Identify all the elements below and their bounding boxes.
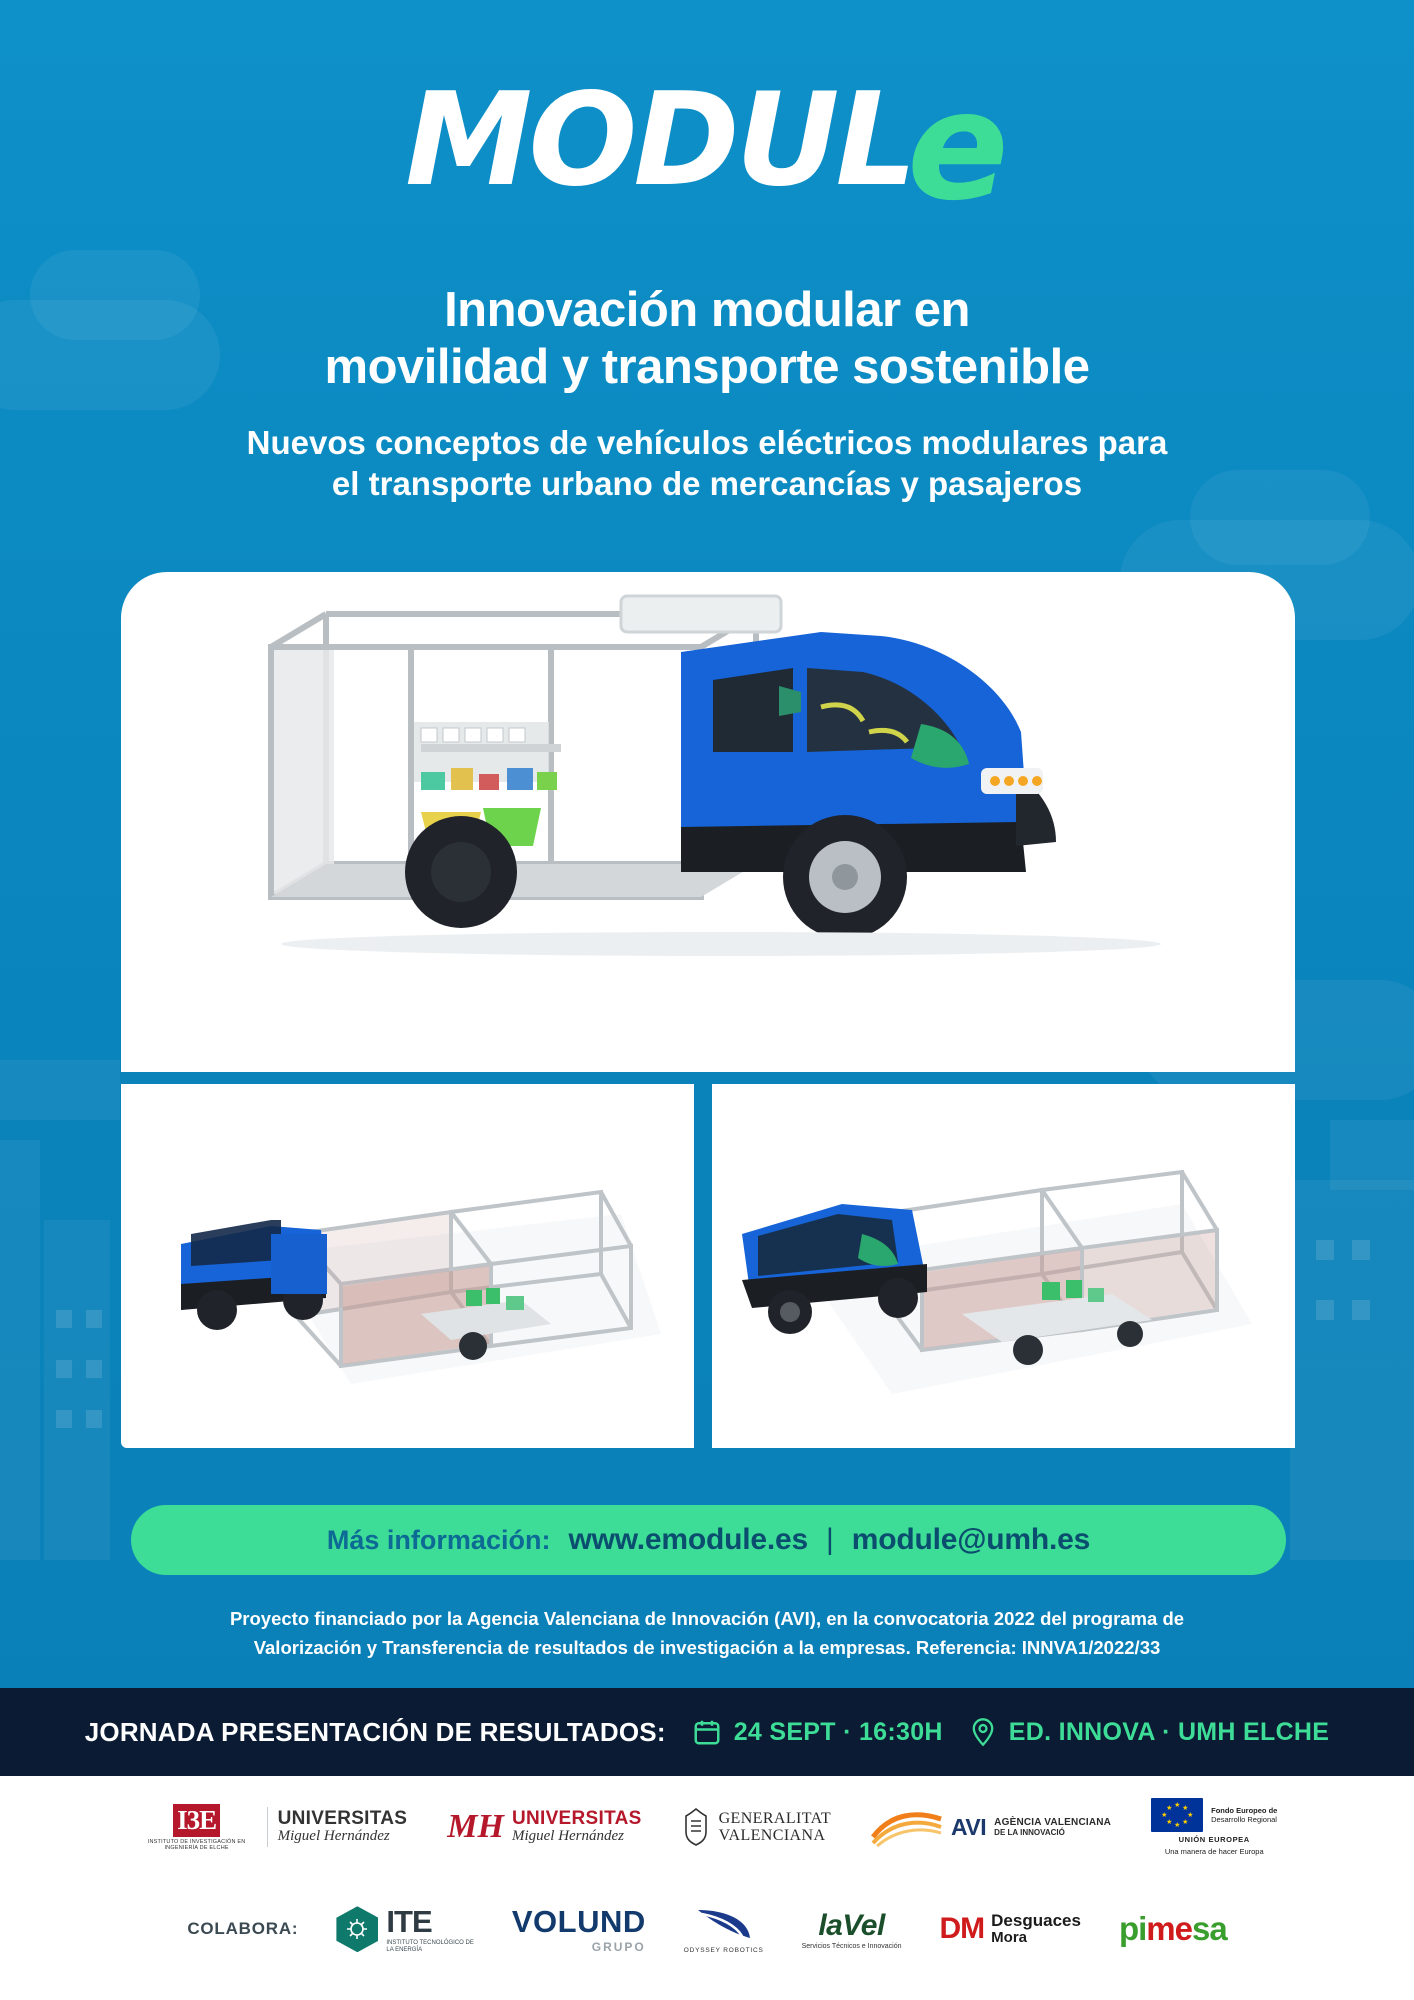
event-place: ED. INNOVA · UMH ELCHE [1008, 1717, 1330, 1746]
generalitat-crest-icon [682, 1807, 710, 1847]
page-title [0, 282, 1414, 396]
secondary-vehicle-image-right [712, 1084, 1295, 1448]
ite-name: ITE [386, 1904, 432, 1939]
logo-umh [447, 1808, 641, 1846]
volund-name: VOLUND [511, 1904, 646, 1940]
ite-hex-icon [336, 1906, 378, 1952]
logo-i3e-umh [137, 1804, 408, 1851]
logo-divider [267, 1807, 268, 1847]
subtitle-line-1: Nuevos conceptos de vehículos eléctricos modulares para [246, 424, 1168, 461]
logo-union-europea [1151, 1798, 1277, 1856]
secondary-vehicle-image-left [121, 1084, 694, 1448]
eu-caption: UNIÓN EUROPEA [1178, 1835, 1250, 1844]
page-subtitle [0, 422, 1414, 505]
odyssey-sub: ODYSSEY ROBOTICS [683, 1947, 764, 1955]
logo-desguaces-mora [940, 1912, 1081, 1946]
event-bar [0, 1688, 1414, 1776]
title-line-1: Innovación modular en [444, 283, 970, 337]
brand-logo-accent: e [907, 60, 1003, 234]
logo-pimesa [1119, 1910, 1227, 1948]
main-vehicle-image [121, 572, 1295, 1072]
sponsor-row-collaborators [0, 1904, 1414, 1954]
calendar-icon [692, 1717, 722, 1747]
lavel-sub: Servicios Técnicos e Innovación [801, 1942, 902, 1950]
colabora-label: COLABORA: [187, 1919, 299, 1939]
umh-monogram: MH [447, 1808, 504, 1845]
event-title: JORNADA PRESENTACIÓN DE RESULTADOS: [84, 1716, 666, 1747]
i3e-subtitle: INSTITUTO DE INVESTIGACIÓN EN INGENIERÍA DE ELCHE [147, 1838, 246, 1851]
brand-logo [0, 58, 1414, 234]
event-date: 24 SEPT · 16:30H [733, 1717, 943, 1746]
contact-label: Más información: [326, 1524, 551, 1555]
volund-sub: GRUPO [591, 1940, 646, 1955]
odyssey-wing-icon [692, 1904, 756, 1944]
logo-avi [871, 1807, 1111, 1847]
eu-line-2: Desarrollo Regional [1211, 1815, 1277, 1824]
pimesa-part-2: me [1146, 1910, 1192, 1948]
i3e-umh-name-top: UNIVERSITAS [277, 1808, 408, 1830]
sponsor-row-primary [0, 1798, 1414, 1856]
umh-name-bottom: Miguel Hernández [511, 1828, 625, 1845]
generalitat-line-2: VALENCIANA [718, 1827, 826, 1844]
logo-ite [336, 1904, 473, 1954]
umh-name-top: UNIVERSITAS [511, 1808, 642, 1830]
event-date-chip [692, 1717, 943, 1747]
avi-line-2: DE LA INNOVACIÓ [994, 1828, 1065, 1838]
contact-bar [131, 1505, 1286, 1575]
logo-odyssey-robotics [684, 1904, 764, 1954]
logo-volund [512, 1904, 646, 1954]
email-link[interactable]: module@umh.es [851, 1523, 1091, 1556]
pimesa-part-3: sa [1191, 1910, 1227, 1948]
location-pin-icon [969, 1717, 997, 1747]
ite-sub-2: LA ENERGÍA [386, 1947, 423, 1954]
dm-mark: DM [939, 1912, 985, 1946]
avi-mark: AVI [951, 1813, 987, 1840]
ite-sub-1: INSTITUTO TECNOLÓGICO DE [386, 1940, 474, 1946]
logo-generalitat-valenciana [682, 1807, 831, 1847]
dm-line-1: Desguaces [991, 1911, 1081, 1931]
pimesa-part-1: pi [1118, 1910, 1147, 1948]
eu-tagline: Una manera de hacer Europa [1164, 1847, 1264, 1856]
i3e-mark: I3E [173, 1804, 220, 1837]
i3e-umh-name-bottom: Miguel Hernández [277, 1828, 390, 1845]
brand-logo-text: MODUL [405, 66, 914, 215]
dm-line-2: Mora [991, 1929, 1027, 1947]
avi-line-1: AGÈNCIA VALENCIANA [994, 1816, 1112, 1828]
subtitle-line-2: el transporte urbano de mercancías y pasajeros [331, 465, 1083, 503]
generalitat-line-1: GENERALITAT [718, 1809, 832, 1827]
eu-line-1: Fondo Europeo de [1211, 1805, 1278, 1815]
title-line-2: movilidad y transporte sostenible [324, 339, 1090, 394]
contact-separator: | [825, 1523, 834, 1556]
lavel-name: laVel [818, 1908, 885, 1942]
eu-flag-icon: ★ ★ ★ ★ ★ ★ ★ ★ [1151, 1798, 1203, 1832]
event-place-chip [969, 1717, 1330, 1747]
sponsor-logo-strip [0, 1776, 1414, 2000]
logo-lavel [802, 1909, 902, 1950]
avi-swoosh-icon [871, 1807, 943, 1847]
website-link[interactable]: www.emodule.es [568, 1523, 808, 1556]
funding-note [0, 1605, 1414, 1662]
funding-line-2: Valorización y Transferencia de resultados de investigación a la empresas. Referencia: INNVA1/2022/33 [253, 1636, 1161, 1658]
funding-line-1: Proyecto financiado por la Agencia Valenciana de Innovación (AVI), en la convocatoria 2022 del programa de [229, 1608, 1185, 1629]
